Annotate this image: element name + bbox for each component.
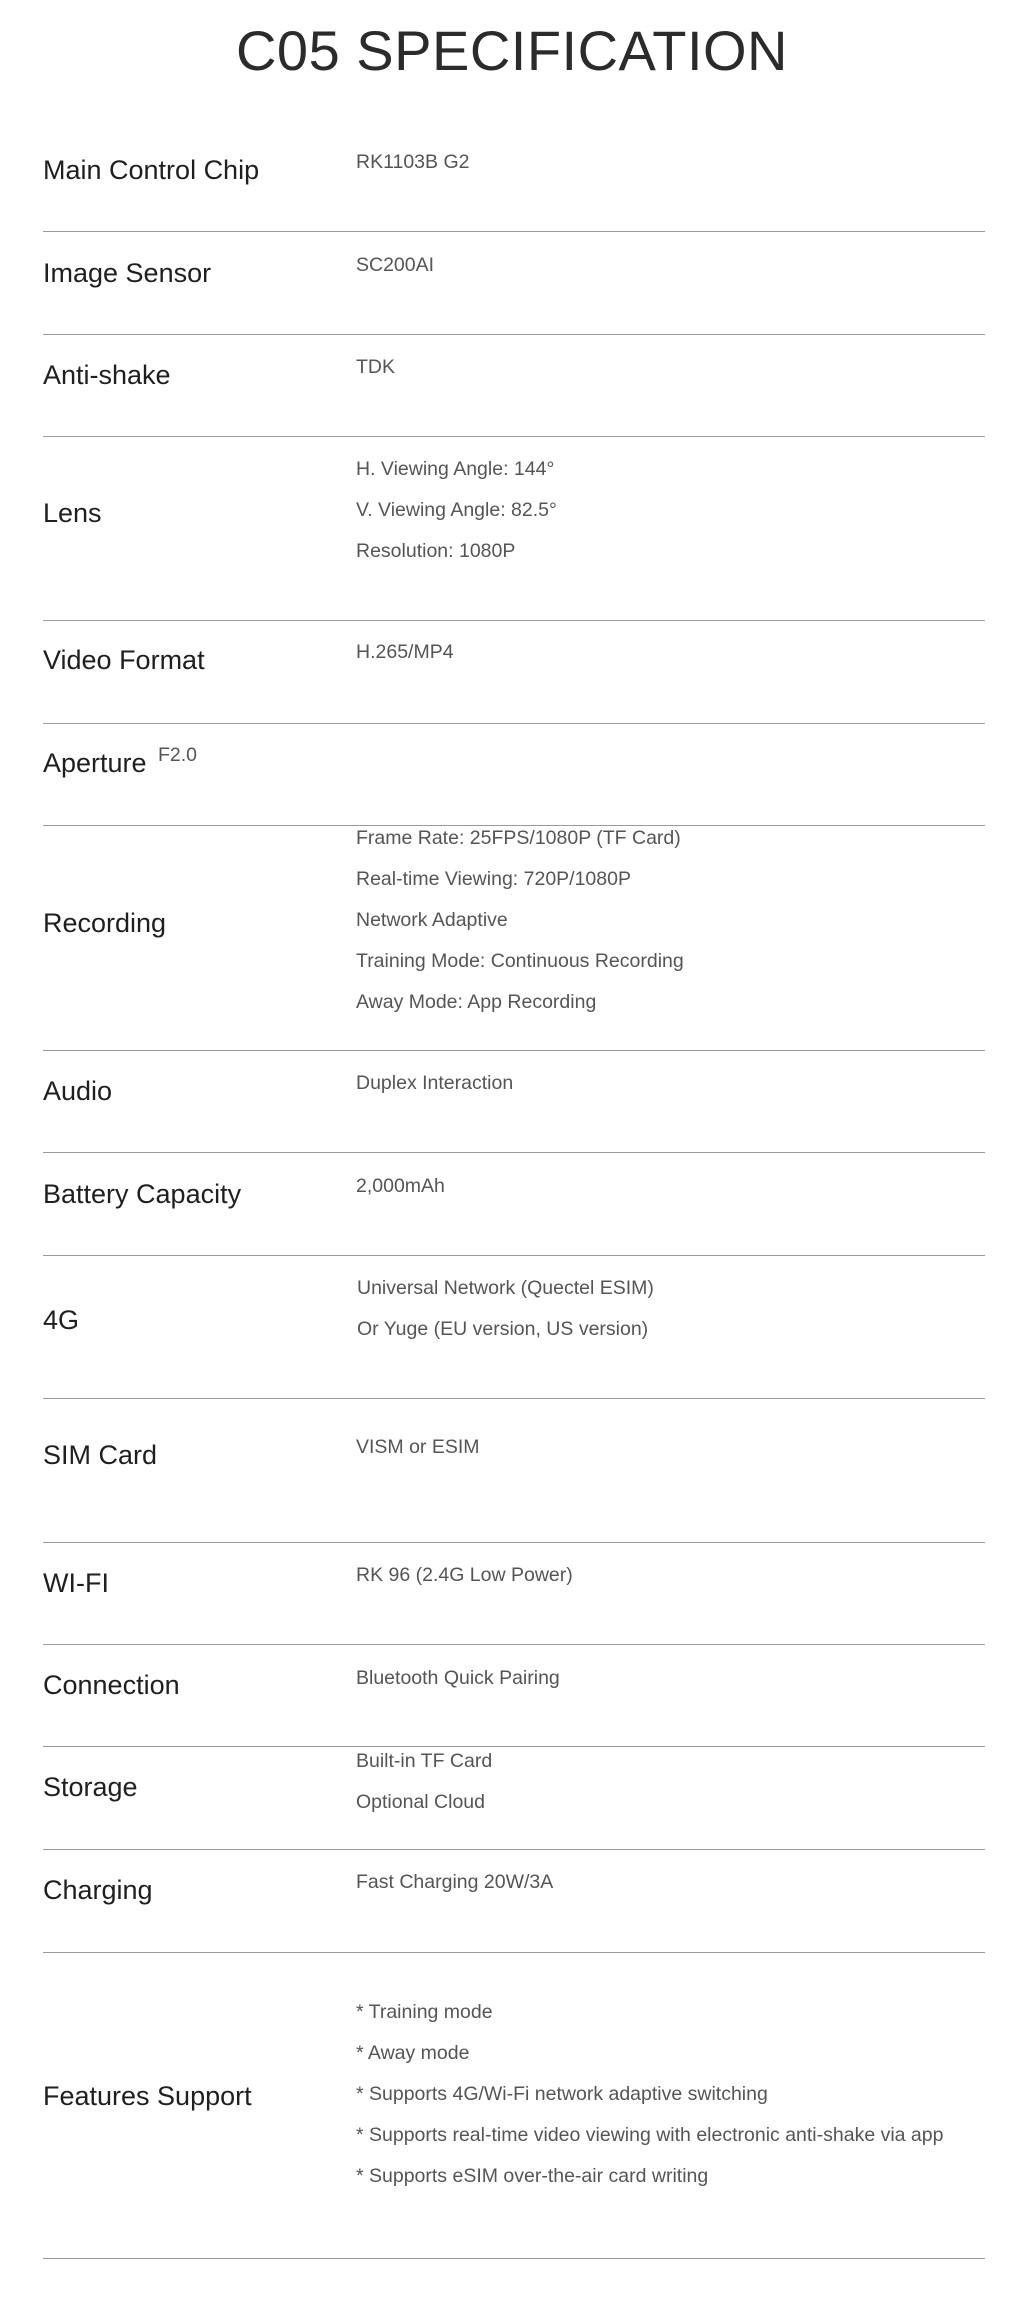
spec-values bbox=[356, 818, 684, 1023]
spec-label: Anti-shake bbox=[43, 360, 171, 390]
spec-values bbox=[356, 1063, 513, 1104]
spec-values bbox=[357, 1268, 654, 1350]
spec-values bbox=[356, 1555, 573, 1596]
spec-label: Main Control Chip bbox=[43, 155, 260, 185]
spec-row-audio bbox=[43, 1051, 985, 1153]
spec-values bbox=[356, 1166, 445, 1207]
spec-row-recording bbox=[43, 826, 985, 1051]
spec-label: Recording bbox=[43, 908, 167, 938]
spec-row-charging bbox=[43, 1850, 985, 1953]
spec-label: WI-FI bbox=[43, 1568, 109, 1598]
spec-values bbox=[356, 449, 557, 572]
spec-value: Built-in TF Card bbox=[356, 1750, 493, 1772]
spec-value: Frame Rate: 25FPS/1080P (TF Card) bbox=[356, 827, 681, 849]
spec-row-storage bbox=[43, 1747, 985, 1850]
spec-row-wi-fi bbox=[43, 1543, 985, 1645]
spec-row-image-sensor bbox=[43, 232, 985, 335]
spec-value: * Supports 4G/Wi-Fi network adaptive switching bbox=[356, 2083, 768, 2105]
spec-row-connection bbox=[43, 1645, 985, 1747]
spec-row-battery-capacity bbox=[43, 1153, 985, 1256]
spec-value: H. Viewing Angle: 144° bbox=[356, 458, 555, 480]
spec-values bbox=[356, 632, 454, 673]
spec-label: Battery Capacity bbox=[43, 1179, 242, 1209]
spec-value: TDK bbox=[356, 356, 395, 378]
spec-value: * Supports real-time video viewing with electronic anti-shake via app bbox=[356, 2124, 944, 2146]
spec-label: Aperture bbox=[43, 748, 147, 778]
spec-row-main-control-chip bbox=[43, 130, 985, 232]
spec-row-anti-shake bbox=[43, 335, 985, 437]
spec-values bbox=[158, 735, 197, 776]
spec-value: Training Mode: Continuous Recording bbox=[356, 950, 684, 972]
spec-value: H.265/MP4 bbox=[356, 641, 454, 663]
spec-value: Or Yuge (EU version, US version) bbox=[357, 1318, 649, 1340]
spec-value: RK1103B G2 bbox=[356, 151, 470, 173]
spec-label: Storage bbox=[43, 1772, 138, 1802]
page-title: C05 SPECIFICATION bbox=[235, 19, 788, 82]
spec-row-sim-card bbox=[43, 1399, 985, 1543]
spec-value: RK 96 (2.4G Low Power) bbox=[356, 1564, 573, 1586]
spec-value: * Training mode bbox=[356, 2001, 493, 2023]
spec-row-video-format bbox=[43, 621, 985, 724]
spec-value: SC200AI bbox=[356, 254, 435, 276]
spec-values bbox=[356, 347, 395, 388]
spec-value: Resolution: 1080P bbox=[356, 540, 516, 562]
spec-label: Features Support bbox=[43, 2081, 252, 2111]
spec-label: Connection bbox=[43, 1670, 180, 1700]
spec-label: Charging bbox=[43, 1875, 153, 1905]
spec-value: 2,000mAh bbox=[356, 1175, 445, 1197]
spec-value: Duplex Interaction bbox=[356, 1072, 514, 1094]
spec-value: V. Viewing Angle: 82.5° bbox=[356, 499, 557, 521]
spec-label: Lens bbox=[43, 498, 102, 528]
spec-value: Network Adaptive bbox=[356, 909, 508, 931]
spec-value: F2.0 bbox=[158, 744, 198, 766]
spec-values bbox=[356, 1992, 943, 2197]
spec-row-aperture bbox=[43, 724, 985, 826]
spec-value: Away Mode: App Recording bbox=[356, 991, 597, 1013]
spec-values bbox=[356, 245, 434, 286]
spec-value: VISM or ESIM bbox=[356, 1436, 480, 1458]
spec-values bbox=[356, 1658, 560, 1699]
spec-row-4g bbox=[43, 1256, 985, 1399]
spec-row-lens bbox=[43, 437, 985, 621]
spec-label: Image Sensor bbox=[43, 258, 212, 288]
spec-values bbox=[356, 142, 469, 183]
spec-value: Universal Network (Quectel ESIM) bbox=[357, 1277, 654, 1299]
spec-value: Real-time Viewing: 720P/1080P bbox=[356, 868, 631, 890]
spec-value: Fast Charging 20W/3A bbox=[356, 1871, 554, 1893]
spec-label: Audio bbox=[43, 1076, 113, 1106]
spec-label: SIM Card bbox=[43, 1440, 158, 1470]
spec-values bbox=[356, 1741, 492, 1823]
spec-values bbox=[356, 1427, 480, 1468]
spec-value: Bluetooth Quick Pairing bbox=[356, 1667, 560, 1689]
spec-values bbox=[356, 1862, 553, 1903]
spec-label: 4G bbox=[43, 1305, 80, 1335]
spec-value: * Supports eSIM over-the-air card writing bbox=[356, 2165, 709, 2187]
spec-label: Video Format bbox=[43, 645, 205, 675]
spec-value: * Away mode bbox=[356, 2042, 470, 2064]
spec-value: Optional Cloud bbox=[356, 1791, 485, 1813]
spec-row-features-support bbox=[43, 1953, 985, 2259]
